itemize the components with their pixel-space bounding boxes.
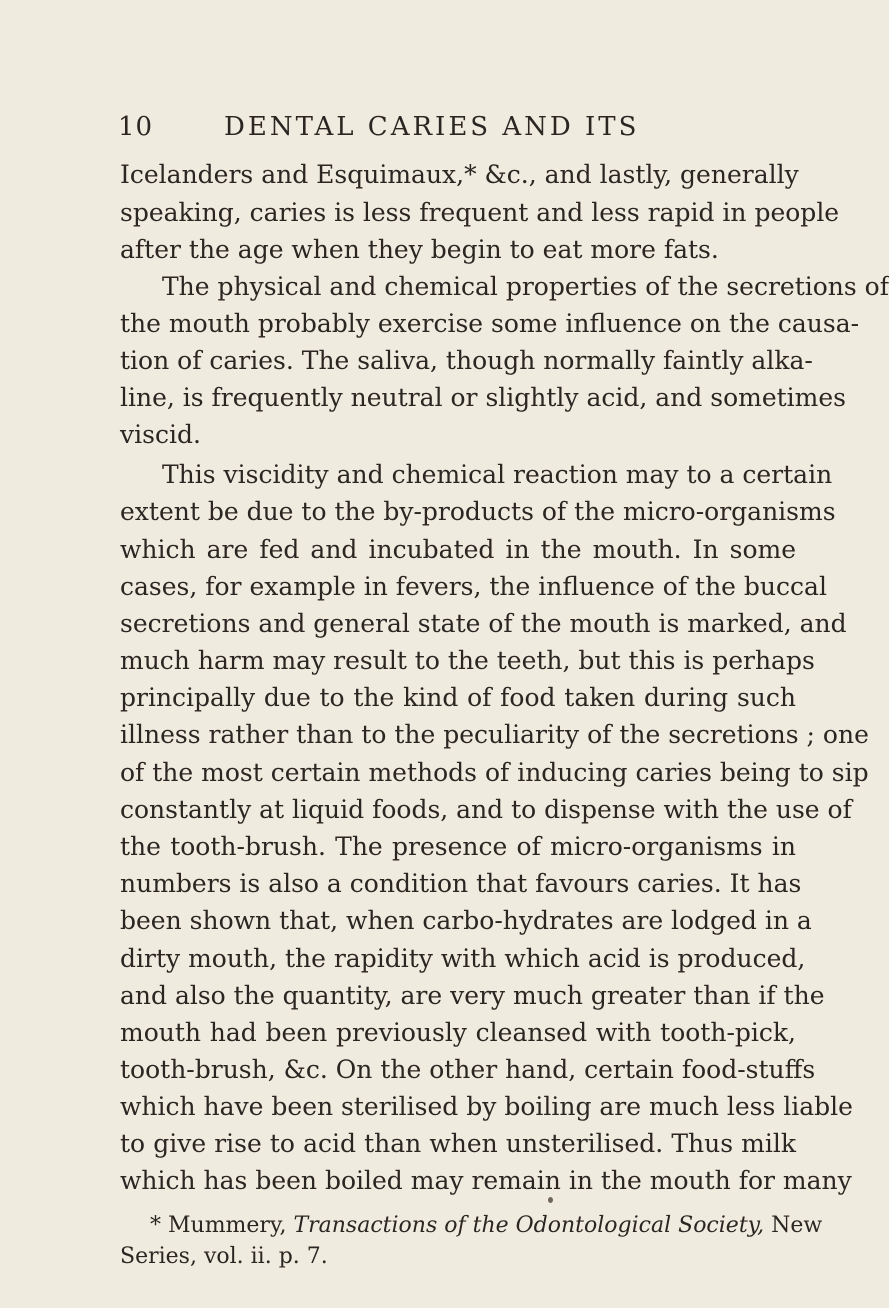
footnote-title: Transactions of the Odontological Society, bbox=[293, 1213, 765, 1238]
text-line: constantly at liquid foods, and to dispense with the use of bbox=[120, 795, 852, 824]
footnote-line-1 bbox=[150, 1213, 823, 1238]
text-line: secretions and general state of the mouth is marked, and bbox=[120, 609, 847, 638]
text-line: line, is frequently neutral or slightly acid, and sometimes bbox=[120, 383, 847, 412]
footnote-series-start: New bbox=[771, 1213, 823, 1238]
text-line: been shown that, when carbo-hydrates are lodged in a bbox=[120, 906, 812, 935]
text-line: much harm may result to the teeth, but this is perhaps bbox=[120, 646, 815, 675]
text-line: tooth-brush, &c. On the other hand, certain food-stuffs bbox=[120, 1055, 816, 1084]
text-line: illness rather than to the peculiarity of the secretions ; one bbox=[120, 720, 869, 749]
text-line: dirty mouth, the rapidity with which acid is produced, bbox=[120, 944, 806, 973]
text-line: Icelanders and Esquimaux,* &c., and lastly, generally bbox=[120, 160, 799, 189]
ink-speck bbox=[548, 1197, 553, 1203]
text-line: speaking, caries is less frequent and less rapid in people bbox=[120, 198, 840, 227]
text-line: numbers is also a condition that favours caries. It has bbox=[120, 869, 802, 898]
text-line: principally due to the kind of food taken during such bbox=[120, 683, 796, 712]
text-line: to give rise to acid than when unsterilised. Thus milk bbox=[120, 1129, 796, 1158]
text-line: of the most certain methods of inducing caries being to sip bbox=[120, 758, 869, 787]
text-line: which are fed and incubated in the mouth. In some bbox=[120, 535, 796, 564]
text-line: This viscidity and chemical reaction may to a certain bbox=[162, 460, 833, 489]
text-line: after the age when they begin to eat more fats. bbox=[120, 235, 719, 264]
text-line: the mouth probably exercise some influence on the causa- bbox=[120, 309, 860, 338]
text-line: extent be due to the by-products of the micro-organisms bbox=[120, 497, 836, 526]
text-line: viscid. bbox=[120, 420, 201, 449]
text-line: mouth had been previously cleansed with tooth-pick, bbox=[120, 1018, 796, 1047]
text-line: cases, for example in fevers, the influence of the buccal bbox=[120, 572, 827, 601]
footnote-author: * Mummery, bbox=[150, 1213, 287, 1238]
text-line: tion of caries. The saliva, though normally faintly alka- bbox=[120, 346, 813, 375]
footnote-line-2: Series, vol. ii. p. 7. bbox=[120, 1244, 328, 1269]
page-number: 10 bbox=[118, 112, 154, 142]
text-line: which has been boiled may remain in the mouth for many bbox=[120, 1166, 852, 1195]
text-line: the tooth-brush. The presence of micro-organisms in bbox=[120, 832, 796, 861]
text-line: which have been sterilised by boiling are much less liable bbox=[120, 1092, 853, 1121]
running-head: DENTAL CARIES AND ITS bbox=[224, 112, 640, 142]
text-line: and also the quantity, are very much greater than if the bbox=[120, 981, 825, 1010]
text-line: The physical and chemical properties of the secretions of bbox=[162, 272, 889, 301]
